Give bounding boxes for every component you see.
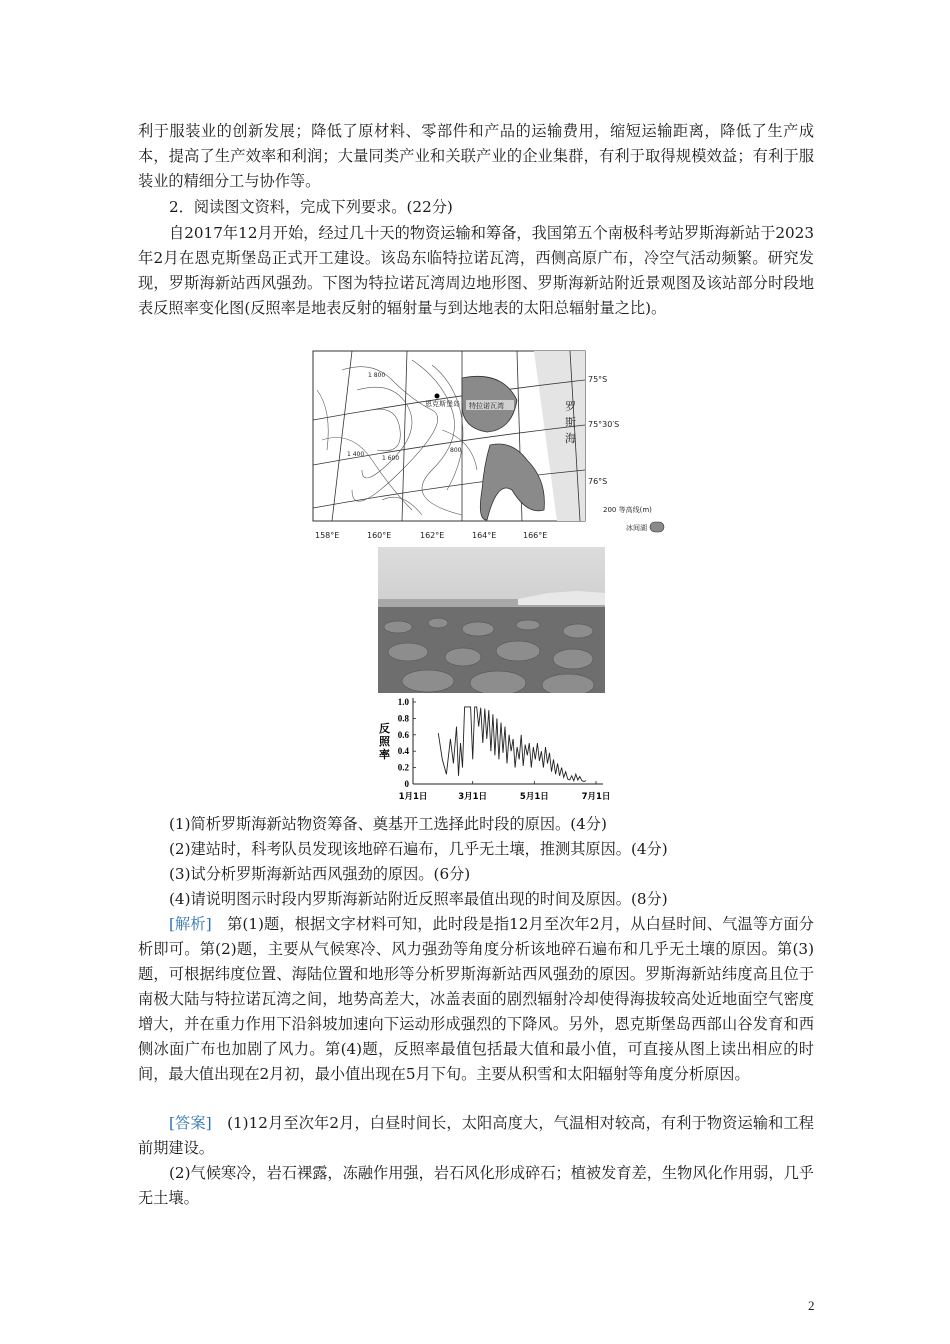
y-tick-label: 0 <box>404 779 409 789</box>
legend-contour: 200 等高线(m) <box>603 506 652 514</box>
terrain-map <box>312 350 690 542</box>
y-axis-label: 反 <box>379 722 390 735</box>
legend-lake: 冰间湖 <box>626 524 647 532</box>
answer-1-text: (1)12月至次年2月，白昼时间长，太阳高度大，气温相对较高，有利于物资运输和工程前期建设。 <box>138 1114 814 1157</box>
question-2: (2)建站时，科考队员发现该地碎石遍布，几乎无土壤，推测其原因。(4分) <box>169 840 668 858</box>
para-continuation: 利于服装业的创新发展；降低了原材料、零部件和产品的运输费用，缩短运输距离，降低了生产成本，提高了生产效率和利润；大量同类产业和关联产业的企业集群，有利于取得规模效益；有利于服装业的精细分工与协作等。 <box>138 122 814 190</box>
lat-label-3: 76°S <box>588 477 608 486</box>
legend-lake-swatch <box>650 522 664 532</box>
lat-label-2: 75°30′S <box>588 420 620 429</box>
y-axis-label: 照 <box>379 735 390 748</box>
x-tick-label: 1月1日 <box>398 792 428 802</box>
question-heading: 2．阅读图文资料，完成下列要求。(22分) <box>169 198 453 216</box>
y-tick-label: 0.2 <box>397 762 409 773</box>
answer-paragraph <box>138 1111 814 1161</box>
contour-label-4: 800 <box>450 447 462 454</box>
albedo-series-line <box>438 707 586 782</box>
y-tick-label: 0.6 <box>397 729 409 740</box>
x-tick-label: 3月1日 <box>458 792 488 802</box>
x-tick-label: 7月1日 <box>581 792 611 802</box>
contour-label-1: 1 800 <box>368 372 386 379</box>
analysis-text: 第(1)题，根据文字材料可知，此时段是指12月至次年2月，从白昼时间、气温等方面分析即可。第(2)题，主要从气候寒冷、风力强劲等角度分析该地碎石遍布和几乎无土壤的原因。第(3)题，可根据纬度位置、海陆位置和地形等分析罗斯海新站西风强劲的原因。罗斯海新站纬度高且位于南极大陆与特拉诺瓦湾之间，地势高差大，冰盖表面的剧烈辐射冷却使得海拔较高处近地面空气密度增大，并在重力作用下沿斜坡加速向下运动形成强烈的下降风。另外，恩克斯堡岛西部山谷发育和西侧冰面广布也加剧了风力。第(4)题，反照率最值包括最大值和最小值，可直接从图上读出相应的时间，最大值出现在2月初，最小值出现在5月下旬。主要从积雪和太阳辐射等角度分析原因。 <box>138 915 814 1083</box>
analysis-paragraph <box>138 912 814 1087</box>
question-1: (1)简析罗斯海新站物资筹备、奠基开工选择此时段的原因。(4分) <box>169 815 607 833</box>
sea-label-3: 海 <box>565 432 576 445</box>
lon-label-1: 158°E <box>315 531 340 540</box>
answer-tag: [答案] <box>169 1114 212 1132</box>
lon-label-2: 160°E <box>367 531 392 540</box>
y-axis-label: 率 <box>379 748 390 761</box>
lon-label-4: 164°E <box>472 531 497 540</box>
bay-label: 特拉诺瓦湾 <box>469 402 504 410</box>
contour-label-3: 1 600 <box>382 455 400 462</box>
sea-label-2: 斯 <box>565 416 576 429</box>
landscape-photo <box>378 547 605 693</box>
albedo-chart <box>365 694 615 806</box>
contour-label-2: 1 400 <box>347 451 365 458</box>
y-tick-label: 0.8 <box>397 713 409 724</box>
x-tick-label: 5月1日 <box>519 792 549 802</box>
lon-label-3: 162°E <box>420 531 445 540</box>
intro-paragraph: 自2017年12月开始，经过几十天的物资运输和筹备，我国第五个南极科考站罗斯海新站于2023年2月在恩克斯堡岛正式开工建设。该岛东临特拉诺瓦湾，西侧高原广布，冷空气活动频繁。研究发现，罗斯海新站西风强劲。下图为特拉诺瓦湾周边地形图、罗斯海新站附近景观图及该站部分时段地表反照率变化图(反照率是地表反射的辐射量与到达地表的太阳总辐射量之比)。 <box>138 224 814 317</box>
question-3: (3)试分析罗斯海新站西风强劲的原因。(6分) <box>169 865 471 883</box>
sea-label-1: 罗 <box>565 400 576 413</box>
y-tick-label: 1.0 <box>397 697 409 707</box>
island-label: 恩克斯堡岛 <box>425 400 460 408</box>
question-4: (4)请说明图示时段内罗斯海新站附近反照率最值出现的时间及原因。(8分) <box>169 890 668 908</box>
station-marker-icon <box>435 394 440 399</box>
lat-label-1: 75°S <box>588 375 608 384</box>
page-number: 2 <box>808 1298 815 1313</box>
y-tick-label: 0.4 <box>397 746 409 757</box>
lon-label-5: 166°E <box>523 531 548 540</box>
answer-2: (2)气候寒冷，岩石裸露，冻融作用强，岩石风化形成碎石；植被发育差，生物风化作用弱，几乎无土壤。 <box>138 1164 814 1207</box>
analysis-tag: [解析] <box>169 915 212 933</box>
